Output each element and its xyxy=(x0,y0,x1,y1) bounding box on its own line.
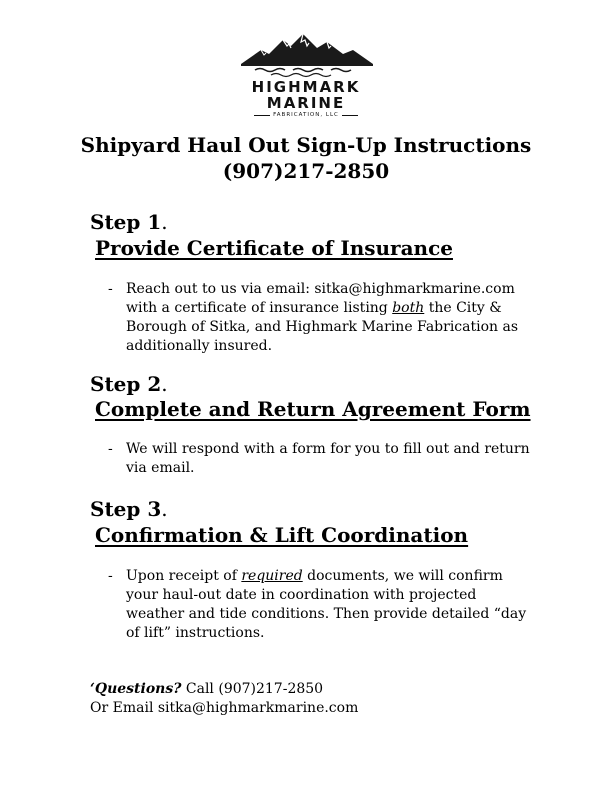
step-2-label: Step 2 xyxy=(90,372,162,396)
logo-subtitle-row xyxy=(228,112,384,118)
footer-email-line: Or Email sitka@highmarkmarine.com xyxy=(90,700,359,716)
bullet-dash: - xyxy=(108,441,113,457)
page-title xyxy=(0,132,612,184)
title-phone: (907)217-2850 xyxy=(222,159,390,183)
step-3-heading xyxy=(90,497,168,521)
logo-rule-right xyxy=(342,115,358,116)
logo-subtitle: FABRICATION, LLC xyxy=(273,112,339,118)
step-3-label: Step 3 xyxy=(90,497,162,521)
footer-call-line xyxy=(90,680,358,699)
footer-call: Call (907)217-2850 xyxy=(181,681,324,697)
bullet-text-part: documents, we will confirm your haul-out date in coordination with projected weather and tide conditions. Then provide detailed “day of lift” instructions. xyxy=(126,568,527,641)
logo-rule-left xyxy=(254,115,270,116)
bullet-dash: - xyxy=(108,281,113,297)
contact-footer xyxy=(90,680,358,718)
step-2-subheading: Complete and Return Agreement Form xyxy=(95,397,531,421)
step-1-label: Step 1 xyxy=(90,210,162,234)
step-1-subheading: Provide Certificate of Insurance xyxy=(95,236,453,260)
title-line-1: Shipyard Haul Out Sign-Up Instructions xyxy=(80,133,532,157)
step-2-bullet xyxy=(108,440,538,480)
footer-question: ‘Questions? xyxy=(90,681,182,697)
company-logo xyxy=(228,30,384,118)
emphasis-both: both xyxy=(392,300,425,316)
step-3-subheading: Confirmation & Lift Coordination xyxy=(95,523,469,547)
step-1-bullet-text xyxy=(126,280,531,356)
step-1-bullet xyxy=(108,280,538,360)
step-1-heading xyxy=(90,210,168,234)
step-2-heading xyxy=(90,372,168,396)
step-2-bullet-text: We will respond with a form for you to fill out and return via email. xyxy=(126,441,530,476)
step-3-period: . xyxy=(161,497,168,521)
bullet-text-part: Reach out to us via email: sitka@highmarkmarine.com with a certificate of insurance listing xyxy=(126,281,515,316)
logo-name: HIGHMARK MARINE xyxy=(251,78,361,112)
bullet-text-part: Upon receipt of xyxy=(126,568,242,584)
step-1-period: . xyxy=(161,210,168,234)
bullet-dash: - xyxy=(108,568,113,584)
bullet-text-part: the City & Borough of Sitka, and Highmark Marine Fabrication as additionally insured. xyxy=(126,300,519,354)
emphasis-required: required xyxy=(241,568,303,584)
step-3-bullet-text xyxy=(126,567,531,643)
step-2-period: . xyxy=(161,372,168,396)
mountain-waves-icon xyxy=(231,30,381,78)
step-3-bullet xyxy=(108,567,538,647)
